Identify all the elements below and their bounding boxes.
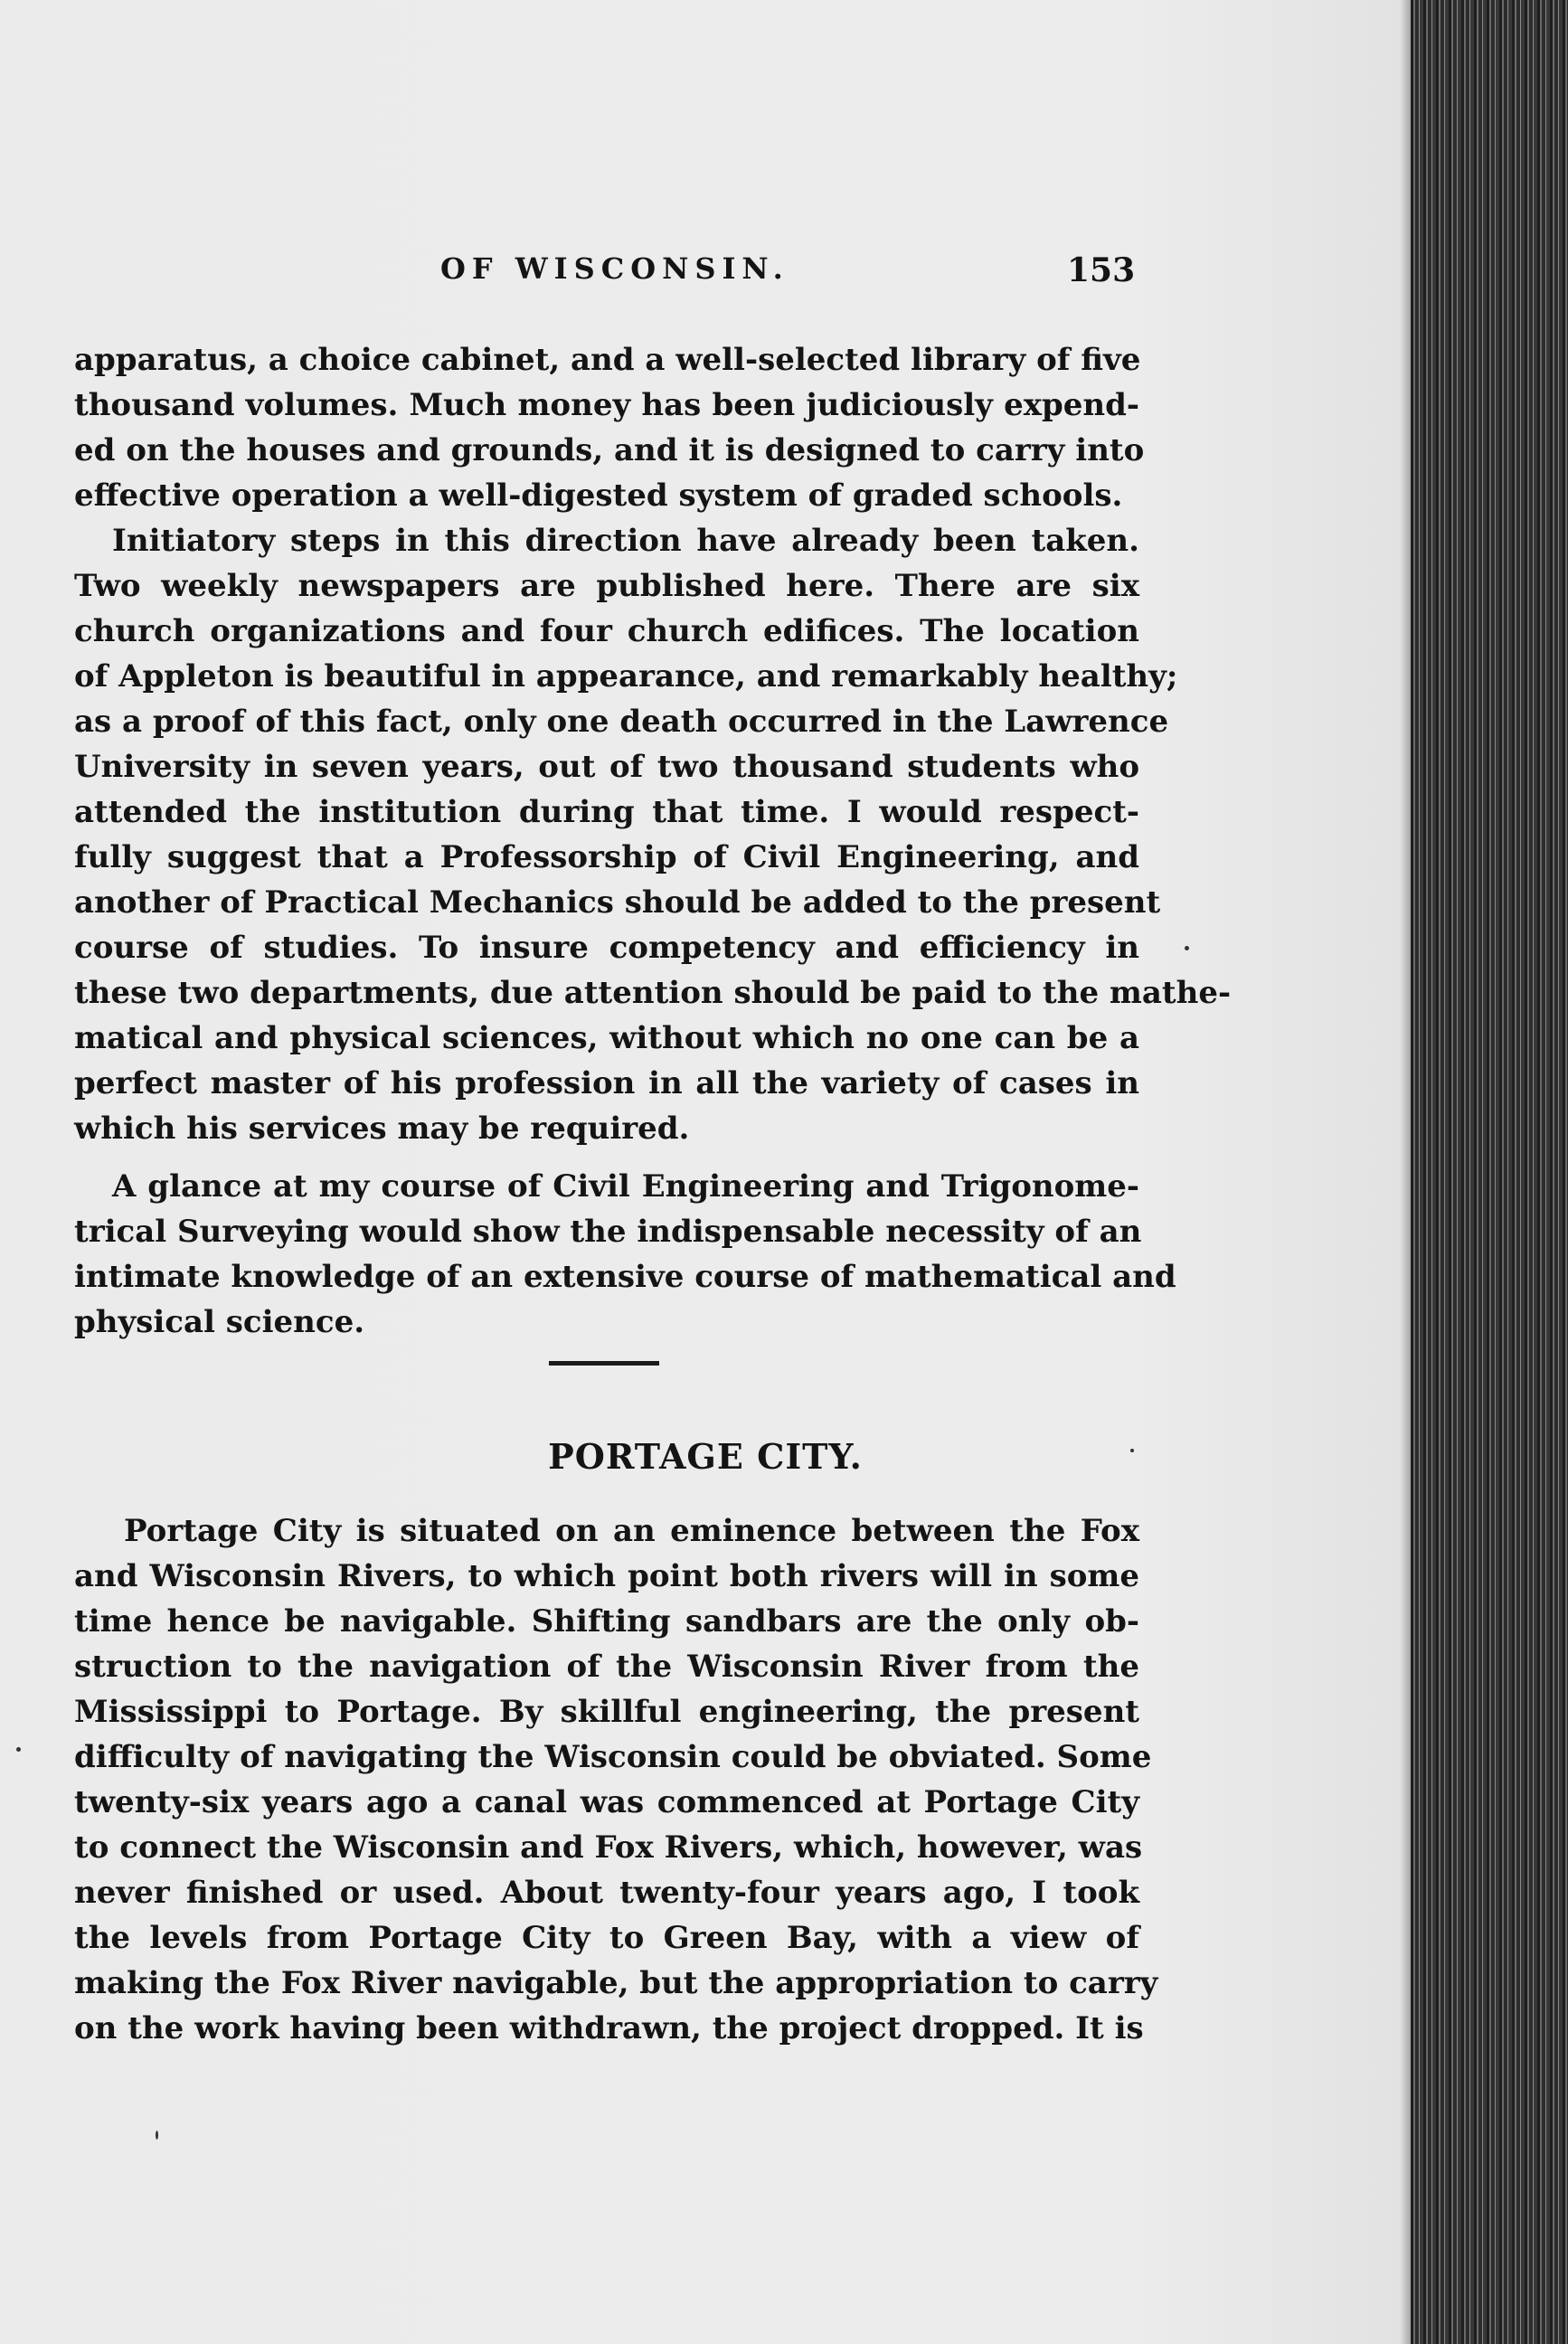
text-line: never finished or used. About twenty-four years ago, I took xyxy=(74,1875,1139,1911)
scan-speck xyxy=(1185,946,1189,950)
text-line: difficulty of navigating the Wisconsin could be obviated. Some xyxy=(74,1739,1152,1775)
text-line: and Wisconsin Rivers, to which point both rivers will in some xyxy=(74,1558,1139,1594)
text-line: as a proof of this fact, only one death occurred in the Lawrence xyxy=(74,704,1169,740)
text-line: trical Surveying would show the indispensable necessity of an xyxy=(74,1214,1142,1250)
text-line: on the work having been withdrawn, the project dropped. It is xyxy=(74,2010,1144,2046)
text-line: another of Practical Mechanics should be added to the present xyxy=(74,884,1161,921)
text-line: these two departments, due attention should be paid to the mathe- xyxy=(74,975,1232,1011)
page-number: 153 xyxy=(1067,251,1136,289)
text-line: course of studies. To insure competency and efficiency in xyxy=(74,930,1139,966)
text-line: church organizations and four church edifices. The location xyxy=(74,613,1139,649)
text-line: intimate knowledge of an extensive course of mathematical and xyxy=(74,1259,1176,1295)
text-line: time hence be navigable. Shifting sandbars are the only ob- xyxy=(74,1603,1139,1640)
text-line: the levels from Portage City to Green Bay, with a view of xyxy=(74,1920,1139,1956)
text-line: Portage City is situated on an eminence between the Fox xyxy=(124,1513,1139,1549)
text-line: A glance at my course of Civil Engineering and Trigonome- xyxy=(112,1168,1139,1205)
scan-speck xyxy=(16,1747,21,1752)
text-line: to connect the Wisconsin and Fox Rivers, which, however, was xyxy=(74,1829,1143,1866)
section-title: PORTAGE CITY. xyxy=(548,1436,863,1477)
text-line: Initiatory steps in this direction have already been taken. xyxy=(112,523,1139,559)
book-spine xyxy=(1411,0,1568,2344)
text-line: University in seven years, out of two thousand students who xyxy=(74,749,1139,785)
text-line: struction to the navigation of the Wisconsin River from the xyxy=(74,1649,1139,1685)
scan-speck xyxy=(1130,1449,1134,1452)
text-line: attended the institution during that time. I would respect- xyxy=(74,794,1139,830)
scan-speck xyxy=(156,2131,158,2140)
text-line: of Appleton is beautiful in appearance, and remarkably healthy; xyxy=(74,658,1178,695)
text-line: apparatus, a choice cabinet, and a well-selected library of five xyxy=(74,342,1141,378)
text-line: thousand volumes. Much money has been judiciously expend- xyxy=(74,387,1139,423)
text-line: perfect master of his profession in all the variety of cases in xyxy=(74,1065,1139,1101)
section-divider xyxy=(549,1361,659,1366)
text-line: Two weekly newspapers are published here. There are six xyxy=(74,568,1139,604)
text-line: physical science. xyxy=(74,1304,365,1340)
text-line: making the Fox River navigable, but the appropriation to carry xyxy=(74,1965,1158,2001)
text-line: ed on the houses and grounds, and it is designed to carry into xyxy=(74,432,1145,468)
text-line: which his services may be required. xyxy=(74,1111,690,1147)
running-head: OF WISCONSIN. xyxy=(440,251,789,286)
text-line: effective operation a well-digested system of graded schools. xyxy=(74,477,1123,514)
text-line: Mississippi to Portage. By skillful engineering, the present xyxy=(74,1694,1139,1730)
text-line: twenty-six years ago a canal was commenced at Portage City xyxy=(74,1784,1139,1820)
text-line: fully suggest that a Professorship of Civil Engineering, and xyxy=(74,839,1139,875)
text-line: matical and physical sciences, without which no one can be a xyxy=(74,1020,1139,1056)
